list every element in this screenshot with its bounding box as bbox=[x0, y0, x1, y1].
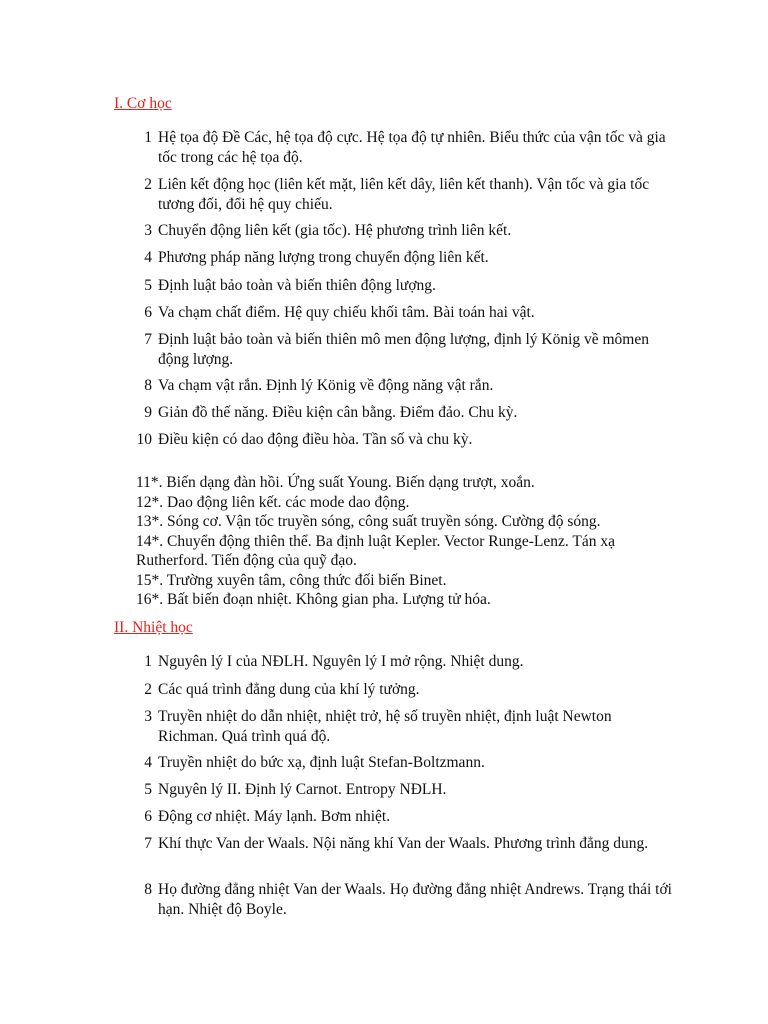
list-item bbox=[114, 403, 674, 423]
extra-topic-line: 11*. Biến dạng đàn hồi. Ứng suất Young. Biến dạng trượt, xoắn. bbox=[136, 474, 535, 491]
list-item bbox=[114, 376, 674, 396]
item-number: 1 bbox=[144, 653, 152, 670]
item-number: 7 bbox=[144, 835, 152, 852]
item-number: 6 bbox=[144, 304, 152, 321]
list-item bbox=[114, 248, 674, 268]
list-item bbox=[114, 276, 674, 296]
item-text: Chuyển động liên kết (gia tốc). Hệ phương trình liên kết. bbox=[158, 222, 512, 239]
mechanics-extra-topics bbox=[136, 473, 656, 610]
list-item bbox=[114, 303, 674, 323]
item-number: 2 bbox=[144, 176, 152, 193]
item-text: Va chạm chất điểm. Hệ quy chiếu khối tâm. Bài toán hai vật. bbox=[158, 304, 535, 321]
item-number: 10 bbox=[136, 431, 152, 448]
extra-topic-line: 13*. Sóng cơ. Vận tốc truyền sóng, công suất truyền sóng. Cường độ sóng. bbox=[136, 513, 601, 530]
item-number: 3 bbox=[144, 708, 152, 725]
item-number: 4 bbox=[144, 754, 152, 771]
list-item bbox=[114, 753, 674, 773]
item-text: Truyền nhiệt do bức xạ, định luật Stefan-Boltzmann. bbox=[158, 754, 485, 771]
item-text: Định luật bảo toàn và biến thiên động lượng. bbox=[158, 277, 436, 294]
extra-topic-line: 15*. Trường xuyên tâm, công thức đối biến Binet. bbox=[136, 571, 447, 589]
item-text: Khí thực Van der Waals. Nội năng khí Van der Waals. Phương trình đẳng dung. bbox=[158, 835, 649, 852]
item-text: Nguyên lý II. Định lý Carnot. Entropy NĐLH. bbox=[158, 781, 447, 798]
item-text: Truyền nhiệt do dẫn nhiệt, nhiệt trở, hệ số truyền nhiệt, định luật Newton Richman. Quá trình quá độ. bbox=[158, 708, 612, 745]
list-item bbox=[114, 221, 674, 241]
item-number: 4 bbox=[144, 249, 152, 266]
list-item bbox=[114, 128, 674, 168]
item-number: 5 bbox=[144, 277, 152, 294]
item-text: Liên kết động học (liên kết mặt, liên kết dây, liên kết thanh). Vận tốc và gia tốc tương đối, đổi hệ quy chiếu. bbox=[158, 176, 650, 213]
item-text: Va chạm vật rắn. Định lý König về động năng vật rắn. bbox=[158, 377, 494, 394]
item-number: 9 bbox=[144, 404, 152, 421]
item-number: 3 bbox=[144, 222, 152, 239]
list-item bbox=[114, 880, 674, 920]
list-item bbox=[114, 807, 674, 827]
item-text: Hệ tọa độ Đề Các, hệ tọa độ cực. Hệ tọa độ tự nhiên. Biểu thức của vận tốc và gia tốc trong các hệ tọa độ. bbox=[158, 129, 666, 166]
list-item bbox=[114, 680, 674, 700]
extra-topic-line: 16*. Bất biến đoạn nhiệt. Không gian pha. Lượng tử hóa. bbox=[136, 591, 491, 608]
item-number: 5 bbox=[144, 781, 152, 798]
list-item bbox=[114, 707, 674, 747]
section-heading-thermodynamics: II. Nhiệt học bbox=[114, 619, 193, 636]
item-text: Định luật bảo toàn và biến thiên mô men động lượng, định lý König về mômen động lượng. bbox=[158, 331, 649, 368]
item-number: 7 bbox=[144, 331, 152, 348]
section-heading-mechanics: I. Cơ học bbox=[114, 95, 172, 112]
extra-topic-line: 14*. Chuyển động thiên thể. Ba định luật Kepler. Vector Runge-Lenz. Tán xạ Rutherford. Tiến động của quỹ đạo. bbox=[136, 532, 615, 569]
item-text: Giản đồ thế năng. Điều kiện cân bằng. Điểm đảo. Chu kỳ. bbox=[158, 404, 518, 421]
list-item bbox=[114, 652, 674, 672]
item-text: Nguyên lý I của NĐLH. Nguyên lý I mở rộng. Nhiệt dung. bbox=[158, 653, 524, 670]
list-item bbox=[114, 175, 674, 215]
list-item bbox=[114, 834, 674, 854]
item-number: 6 bbox=[144, 808, 152, 825]
item-number: 2 bbox=[144, 681, 152, 698]
item-text: Phương pháp năng lượng trong chuyển động liên kết. bbox=[158, 249, 489, 266]
item-number: 1 bbox=[144, 129, 152, 146]
item-text: Họ đường đẳng nhiệt Van der Waals. Họ đường đẳng nhiệt Andrews. Trạng thái tới hạn. Nhiệt độ Boyle. bbox=[158, 881, 672, 918]
extra-topic-line: 12*. Dao động liên kết. các mode dao động. bbox=[136, 493, 410, 511]
list-item bbox=[114, 780, 674, 800]
item-number: 8 bbox=[144, 881, 152, 898]
item-number: 8 bbox=[144, 377, 152, 394]
item-text: Các quá trình đẳng dung của khí lý tưởng. bbox=[158, 681, 420, 698]
list-item bbox=[114, 330, 674, 370]
list-item bbox=[114, 430, 674, 450]
item-text: Điều kiện có dao động điều hòa. Tần số và chu kỳ. bbox=[158, 431, 473, 448]
item-text: Động cơ nhiệt. Máy lạnh. Bơm nhiệt. bbox=[158, 808, 391, 825]
